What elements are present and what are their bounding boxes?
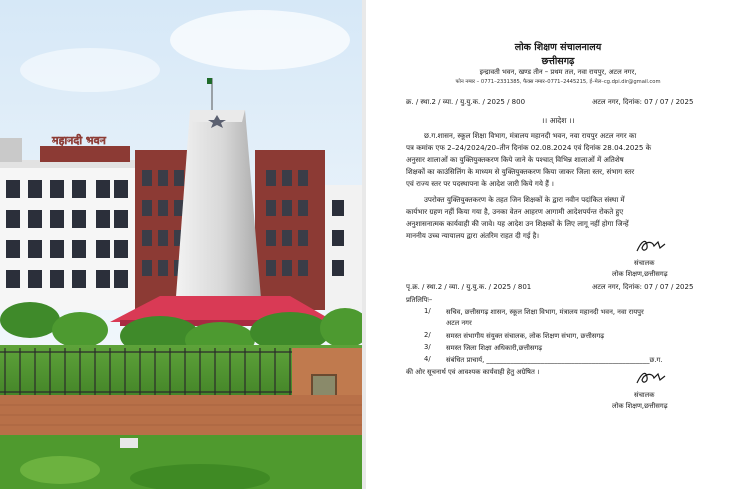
list-item-number: 2/ bbox=[424, 331, 431, 339]
signature2-title: संचालक bbox=[634, 391, 655, 399]
para2-line: उपरोक्त युक्तियुक्तकरण के तहत जिन शिक्षकों के द्वारा नवीन पदांकित संस्था में bbox=[424, 195, 625, 204]
copy-to-label: प्रतिलिपिः– bbox=[406, 296, 433, 304]
issuing-state: छत्तीसगढ़ bbox=[541, 56, 575, 67]
para2-line: माननीय उच्च न्यायालय द्वारा अंतरिम राहत दी गई है। bbox=[406, 231, 540, 240]
list-item-continued: अटल नगर bbox=[446, 319, 472, 327]
para1-line: पत्र कमांक एफ 2–24/2024/20–तीन दिनांक 02.08.2024 एवं दिनांक 28.04.2025 के bbox=[406, 143, 652, 152]
para1-line: एवं राज्य स्तर पर पदस्थापना के आदेश जारी किये गये हैं । bbox=[406, 179, 554, 188]
building-sign: महानदी भवन bbox=[52, 134, 106, 147]
right-white-wing bbox=[325, 185, 362, 310]
copy-reference-date: अटल नगर, दिनांक: 07 / 07 / 2025 bbox=[592, 283, 694, 291]
para2-line: कार्यभार ग्रहण नहीं किया गया है, उनका वेतन आहरण आगामी आदेशपर्यन्त रोकते हुए bbox=[406, 207, 624, 216]
list-item: समस्त संभागीय संयुक्त संचालक, लोक शिक्षण संभाग, छत्तीसगढ़ bbox=[446, 332, 605, 340]
issuing-office: लोक शिक्षण संचालनालय bbox=[514, 42, 602, 53]
closing-note: की ओर सूचनार्थ एवं आवश्यक कार्यवाही हेतु अग्रेषित । bbox=[406, 368, 540, 376]
signature2-org: लोक शिक्षण,छत्तीसगढ़ bbox=[612, 402, 668, 410]
para1-line: छ.ग.शासन, स्कूल शिक्षा विभाग, मंत्रालय महानदी भवन, नवा रायपुर अटल नगर का bbox=[424, 131, 637, 140]
list-item: संबंधित प्राचार्य, ________________________________________________छ.ग. bbox=[446, 356, 663, 364]
director-signature bbox=[634, 236, 668, 256]
reference-number: क्र. / स्था.2 / व्या. / यु.यु.क. / 2025 / 800 bbox=[406, 98, 526, 106]
list-item-number: 4/ bbox=[424, 355, 431, 363]
copy-reference-number: पृ.क्र. / स्था.2 / व्या. / यु.यु.क. / 2025 / 801 bbox=[406, 283, 532, 291]
office-address: इन्द्रावती भवन, खण्ड तीन – प्रथम तल, नवा रायपुर, अटल नगर, bbox=[479, 68, 637, 76]
para1-line: अनुसार शालाओं का युक्तियुक्तकरण किये जाने के पश्चात् विभिन्न शालाओं में अतिशेष bbox=[406, 155, 624, 164]
order-document bbox=[366, 0, 750, 489]
list-item: समस्त जिला शिक्षा अधिकारी,छत्तीसगढ़ bbox=[446, 344, 543, 352]
director-signature-2 bbox=[634, 368, 668, 388]
order-title: ।। आदेश ।। bbox=[541, 116, 575, 125]
left-white-wing bbox=[0, 138, 135, 310]
list-item-number: 1/ bbox=[424, 307, 431, 315]
signature1-org: लोक शिक्षण,छत्तीसगढ़ bbox=[612, 270, 668, 278]
para2-line: अनुशासनात्मक कार्यवाही की जावे। यह आदेश उन शिक्षकों के लिए लागू नहीं होगा जिन्हें bbox=[406, 219, 629, 228]
building-photo bbox=[0, 0, 362, 489]
list-item: सचिव, छत्तीसगढ़ शासन, स्कूल शिक्षा विभाग, मंत्रालय महानदी भवन, नवा रायपुर bbox=[446, 308, 644, 316]
signature1-title: संचालक bbox=[634, 259, 655, 267]
reference-date: अटल नगर, दिनांक: 07 / 07 / 2025 bbox=[592, 98, 694, 106]
list-item-number: 3/ bbox=[424, 343, 431, 351]
para1-line: शिक्षकों का काउंसिलिंग के माध्यम से युक्तियुक्तकरण किया जाकर जिला स्तर, संभाग स्तर bbox=[406, 167, 635, 176]
office-contact: फोन नम्बर – 0771–2331385, फैक्स नम्बर–0771–2445215, ई–मेल–cg.dpi.dir@gmail.com bbox=[455, 79, 661, 85]
